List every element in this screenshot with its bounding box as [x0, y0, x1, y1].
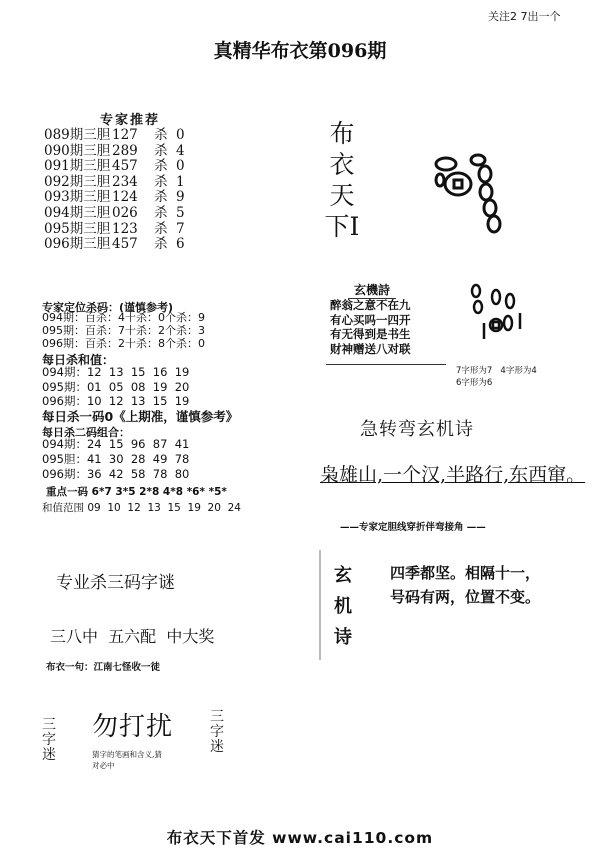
recommend-period: 089期三胆 [44, 127, 111, 143]
recommend-nums: 127 [112, 127, 138, 143]
sum-kill-row: 096期：10 12 13 15 19 [42, 394, 190, 408]
shapes-note-2: 6字形为6 [456, 378, 493, 388]
recommend-row [44, 144, 185, 160]
recommend-period: 094期三胆 [44, 204, 111, 221]
recommend-period: 092期三胆 [44, 173, 111, 190]
recommend-nums: 124 [112, 189, 138, 206]
recommend-period: 096期三胆 [44, 236, 111, 253]
recommend-title: 专家推荐 [100, 113, 161, 128]
recommend-nums: 289 [112, 142, 138, 159]
xuanji-line: 号码有两，位置不变。 [390, 588, 541, 606]
recommend-nums: 026 [112, 204, 138, 221]
recommend-period: 093期三胆 [44, 189, 111, 206]
recommend-kill-label: 杀 [154, 158, 168, 175]
recommend-nums: 123 [112, 220, 138, 237]
vertical-title: 布衣天下I [324, 119, 360, 241]
recommend-kill-label: 杀 [154, 204, 168, 221]
xuanji-vertical: 玄机诗 [334, 565, 352, 648]
riddle-note-1: 猜字的笔画和含义,猜 [92, 750, 162, 759]
position-kill-title: 专家定位杀码：(谨慎参考) [42, 301, 174, 314]
recommend-list [44, 128, 185, 253]
recommend-kill-label: 杀 [154, 189, 168, 206]
poem-line: 醉翁之意不在九 [330, 298, 411, 312]
position-kill-row: 095期：百杀：7十杀：2个杀：3 [42, 324, 205, 337]
xuanji-line: 四季都坚。相隔十一， [390, 564, 541, 582]
recommend-kill: 9 [176, 189, 185, 206]
sum-kill-row: 094期：12 13 15 16 19 [42, 365, 190, 379]
kill-riddle-line: 布衣一句：江南七怪收一徒 [46, 662, 161, 673]
sum-kill-title: 每日杀和值： [42, 353, 115, 367]
recommend-row [44, 237, 185, 253]
sum-range: 和值范围 09 10 12 13 15 19 20 24 [42, 502, 241, 514]
recommend-kill-label: 杀 [154, 220, 168, 237]
recommend-row [44, 222, 185, 238]
riddle-note-2: 对必中 [92, 761, 115, 770]
two-code-title: 每日杀二码组合： [42, 426, 130, 439]
recommend-row [44, 206, 185, 222]
two-code-row: 095胆：41 30 28 49 78 [42, 452, 190, 466]
recommend-kill: 0 [176, 127, 185, 143]
poem-line: 有心买吗一四开 [330, 312, 411, 327]
page-title: 真精华布衣第096期 [213, 40, 387, 62]
recommend-row [44, 159, 185, 175]
riddle-left-label: 三字迷 [42, 717, 56, 763]
hero-line: 枭雄山,一个汉,半路行,东西窜。 [320, 464, 586, 486]
position-kill-row: 096期：百杀：2十杀：8个杀：0 [42, 337, 205, 350]
poem-line: 财神赠送八对联 [330, 341, 411, 356]
poem-lines [330, 298, 411, 356]
recommend-row [44, 190, 185, 206]
recommend-kill: 5 [176, 204, 185, 221]
key-point: 重点一码 6*7 3*5 2*8 4*8 *6* *5* [46, 486, 227, 498]
sum-kill-list [42, 365, 189, 409]
position-kill-list [42, 311, 205, 350]
recommend-period: 090期三胆 [44, 142, 111, 159]
recommend-kill-label: 杀 [154, 236, 168, 253]
recommend-nums: 457 [112, 236, 138, 253]
daily-one-code: 每日杀一码0《上期准，谨慎参考》 [42, 409, 239, 424]
two-code-row: 094期：24 15 96 87 41 [42, 437, 190, 451]
recommend-kill: 1 [176, 173, 185, 190]
recommend-nums: 234 [112, 173, 138, 190]
follow-note: 关注2 7出一个 [488, 10, 561, 23]
poem-line: 有无得到是书生 [330, 327, 411, 341]
recommend-kill-label: 杀 [154, 142, 168, 159]
coin-chain-icon [430, 140, 510, 240]
shapes-note-1: 7字形为7 4字形为4 [456, 366, 537, 376]
two-code-list [42, 437, 189, 482]
recommend-kill-label: 杀 [154, 127, 168, 143]
riddle-right-label: 三字迷 [210, 709, 224, 755]
recommend-kill: 7 [176, 220, 185, 237]
xuanji-lines [390, 561, 540, 609]
kill-riddle-answer: 三八中 五六配 中大奖 [50, 627, 215, 646]
recommend-row [44, 128, 185, 144]
digit-shapes-icon [466, 283, 526, 347]
sum-kill-row: 095期：01 05 08 19 20 [42, 379, 190, 394]
footer: 布衣天下首发 www.cai110.com [166, 829, 434, 847]
poem-title: 玄機詩 [348, 281, 396, 299]
recommend-kill-label: 杀 [154, 173, 168, 190]
two-code-row: 096期：36 42 58 78 80 [42, 467, 190, 481]
recommend-row [44, 175, 185, 191]
recommend-kill: 0 [176, 158, 185, 175]
recommend-kill: 4 [176, 142, 185, 159]
recommend-nums: 457 [112, 158, 138, 175]
recommend-period: 095期三胆 [44, 220, 111, 237]
recommend-period: 091期三胆 [44, 158, 111, 175]
riddle-word: 勿打扰 [92, 712, 174, 742]
divider [319, 550, 321, 660]
position-kill-row: 094期：百杀：4十杀：0个杀：9 [42, 311, 205, 324]
urgent-title: 急转弯玄机诗 [360, 419, 474, 440]
kill-riddle-title: 专业杀三码字谜 [56, 573, 175, 593]
expert-line: ——专家定胆线穿折伴弯接角 —— [340, 522, 486, 533]
recommend-kill: 6 [176, 236, 185, 253]
